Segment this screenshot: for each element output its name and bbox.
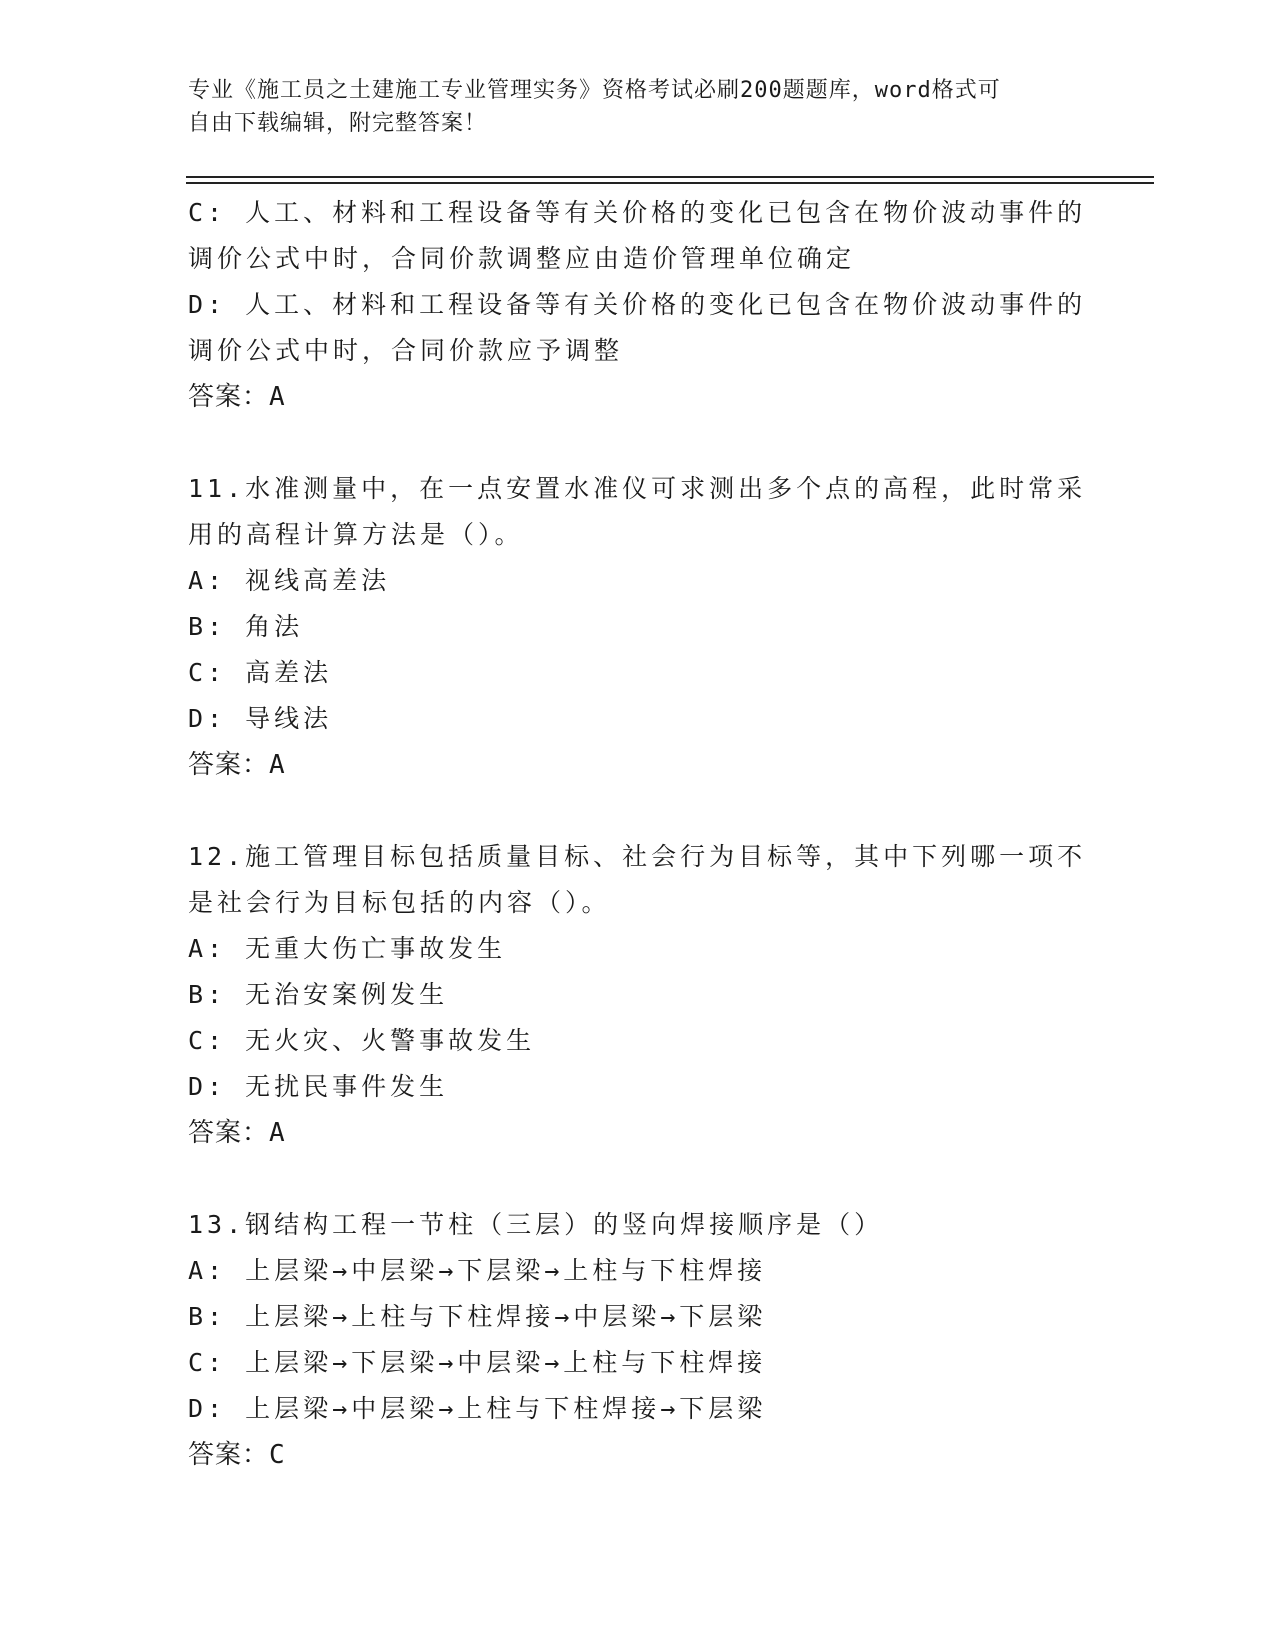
option-b: B: 上层梁→上柱与下柱焊接→中层梁→下层梁	[188, 1302, 767, 1331]
option-b: B: 无治安案例发生	[188, 980, 449, 1009]
question-stem-line-1: 11.水准测量中，在一点安置水准仪可求测出多个点的高程，此时常采	[188, 474, 1087, 503]
option-a: A: 视线高差法	[188, 566, 391, 595]
question-list	[188, 190, 1088, 1478]
header-line-1: 专业《施工员之土建施工专业管理实务》资格考试必刷200题题库，word格式可	[188, 78, 1001, 103]
question-block-12	[188, 834, 1088, 1156]
spacer	[188, 788, 1088, 834]
question-block-prev	[188, 190, 1088, 420]
question-block-11	[188, 466, 1088, 788]
answer-label: 答案：	[188, 1440, 270, 1470]
document-header	[188, 74, 1068, 140]
answer-label: 答案：	[188, 382, 270, 412]
option-d: D: 无扰民事件发生	[188, 1072, 449, 1101]
question-block-13	[188, 1202, 1088, 1478]
question-stem-line-2: 是社会行为目标包括的内容（）。	[188, 888, 611, 917]
answer-line	[188, 1432, 1088, 1478]
option-d: D: 上层梁→中层梁→上柱与下柱焊接→下层梁	[188, 1394, 767, 1423]
option-c: C: 高差法	[188, 658, 333, 687]
answer-label: 答案：	[188, 750, 270, 780]
answer-value: A	[269, 1118, 286, 1148]
option-d-line-2: 调价公式中时，合同价款应予调整	[188, 336, 624, 365]
option-a: A: 上层梁→中层梁→下层梁→上柱与下柱焊接	[188, 1256, 767, 1285]
spacer	[188, 420, 1088, 466]
option-c: C: 上层梁→下层梁→中层梁→上柱与下柱焊接	[188, 1348, 767, 1377]
header-line-2: 自由下载编辑，附完整答案！	[188, 111, 488, 136]
answer-line	[188, 374, 1088, 420]
answer-line	[188, 742, 1088, 788]
option-c-line-1: C: 人工、材料和工程设备等有关价格的变化已包含在物价波动事件的	[188, 198, 1087, 227]
question-stem-line-1: 12.施工管理目标包括质量目标、社会行为目标等，其中下列哪一项不	[188, 842, 1087, 871]
question-stem-line-1: 13.钢结构工程一节柱（三层）的竖向焊接顺序是（）	[188, 1210, 884, 1239]
answer-label: 答案：	[188, 1118, 270, 1148]
header-divider-bottom	[186, 182, 1154, 184]
answer-value: A	[269, 382, 286, 412]
option-c-line-2: 调价公式中时，合同价款调整应由造价管理单位确定	[188, 244, 856, 273]
option-b: B: 角法	[188, 612, 304, 641]
answer-value: C	[269, 1440, 286, 1470]
option-a: A: 无重大伤亡事故发生	[188, 934, 507, 963]
header-divider-top	[186, 176, 1154, 178]
question-stem-line-2: 用的高程计算方法是（）。	[188, 520, 524, 549]
option-d: D: 导线法	[188, 704, 333, 733]
answer-value: A	[269, 750, 286, 780]
option-d-line-1: D: 人工、材料和工程设备等有关价格的变化已包含在物价波动事件的	[188, 290, 1087, 319]
spacer	[188, 1156, 1088, 1202]
option-c: C: 无火灾、火警事故发生	[188, 1026, 536, 1055]
answer-line	[188, 1110, 1088, 1156]
